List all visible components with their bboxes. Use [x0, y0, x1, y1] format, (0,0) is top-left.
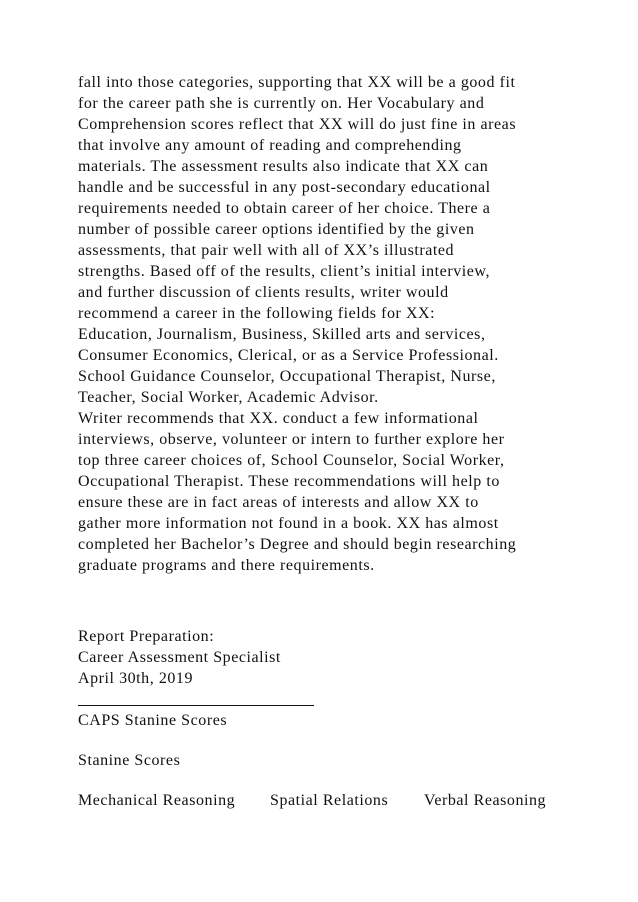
- paragraph-line: graduate programs and there requirements.: [78, 557, 375, 574]
- report-signature: [78, 626, 281, 689]
- paragraph-line: School Guidance Counselor, Occupational Therapist, Nurse,: [78, 368, 496, 385]
- paragraph-line: interviews, observe, volunteer or intern to further explore her: [78, 431, 505, 448]
- paragraph-line: recommend a career in the following fields for XX:: [78, 305, 436, 322]
- report-date: April 30th, 2019: [78, 670, 194, 687]
- stanine-scores-heading: Stanine Scores: [78, 752, 181, 769]
- paragraph-line: gather more information not found in a book. XX has almost: [78, 515, 499, 532]
- paragraph-line: ensure these are in fact areas of interests and allow XX to: [78, 494, 479, 511]
- spatial-relations-header: Spatial Relations: [270, 792, 389, 809]
- paragraph-line: and further discussion of clients results, writer would: [78, 284, 449, 301]
- paragraph-line: number of possible career options identified by the given: [78, 221, 475, 238]
- report-preparation-label: Report Preparation:: [78, 628, 215, 645]
- paragraph-line: for the career path she is currently on. Her Vocabulary and: [78, 95, 485, 112]
- paragraph-line: Teacher, Social Worker, Academic Advisor.: [78, 389, 379, 406]
- paragraph-line: handle and be successful in any post-secondary educational: [78, 179, 491, 196]
- paragraph-line: requirements needed to obtain career of her choice. There a: [78, 200, 491, 217]
- document-body: [78, 72, 618, 576]
- report-paragraph: [78, 72, 618, 576]
- paragraph-line: Comprehension scores reflect that XX will do just fine in areas: [78, 116, 517, 133]
- signature-underline: [78, 705, 314, 706]
- paragraph-line: assessments, that pair well with all of XX’s illustrated: [78, 242, 455, 259]
- verbal-reasoning-header: Verbal Reasoning: [424, 792, 547, 809]
- paragraph-line: materials. The assessment results also indicate that XX can: [78, 158, 489, 175]
- paragraph-line: top three career choices of, School Counselor, Social Worker,: [78, 452, 505, 469]
- caps-stanine-title: CAPS Stanine Scores: [78, 712, 228, 729]
- paragraph-line: that involve any amount of reading and comprehending: [78, 137, 462, 154]
- paragraph-line: Writer recommends that XX. conduct a few informational: [78, 410, 479, 427]
- paragraph-line: Occupational Therapist. These recommendations will help to: [78, 473, 500, 490]
- paragraph-line: completed her Bachelor’s Degree and should begin researching: [78, 536, 517, 553]
- paragraph-line: Consumer Economics, Clerical, or as a Service Professional.: [78, 347, 499, 364]
- paragraph-line: fall into those categories, supporting that XX will be a good fit: [78, 74, 516, 91]
- mechanical-reasoning-header: Mechanical Reasoning: [78, 792, 236, 809]
- paragraph-line: strengths. Based off of the results, client’s initial interview,: [78, 263, 491, 280]
- preparer-title: Career Assessment Specialist: [78, 649, 281, 666]
- paragraph-line: Education, Journalism, Business, Skilled arts and services,: [78, 326, 486, 343]
